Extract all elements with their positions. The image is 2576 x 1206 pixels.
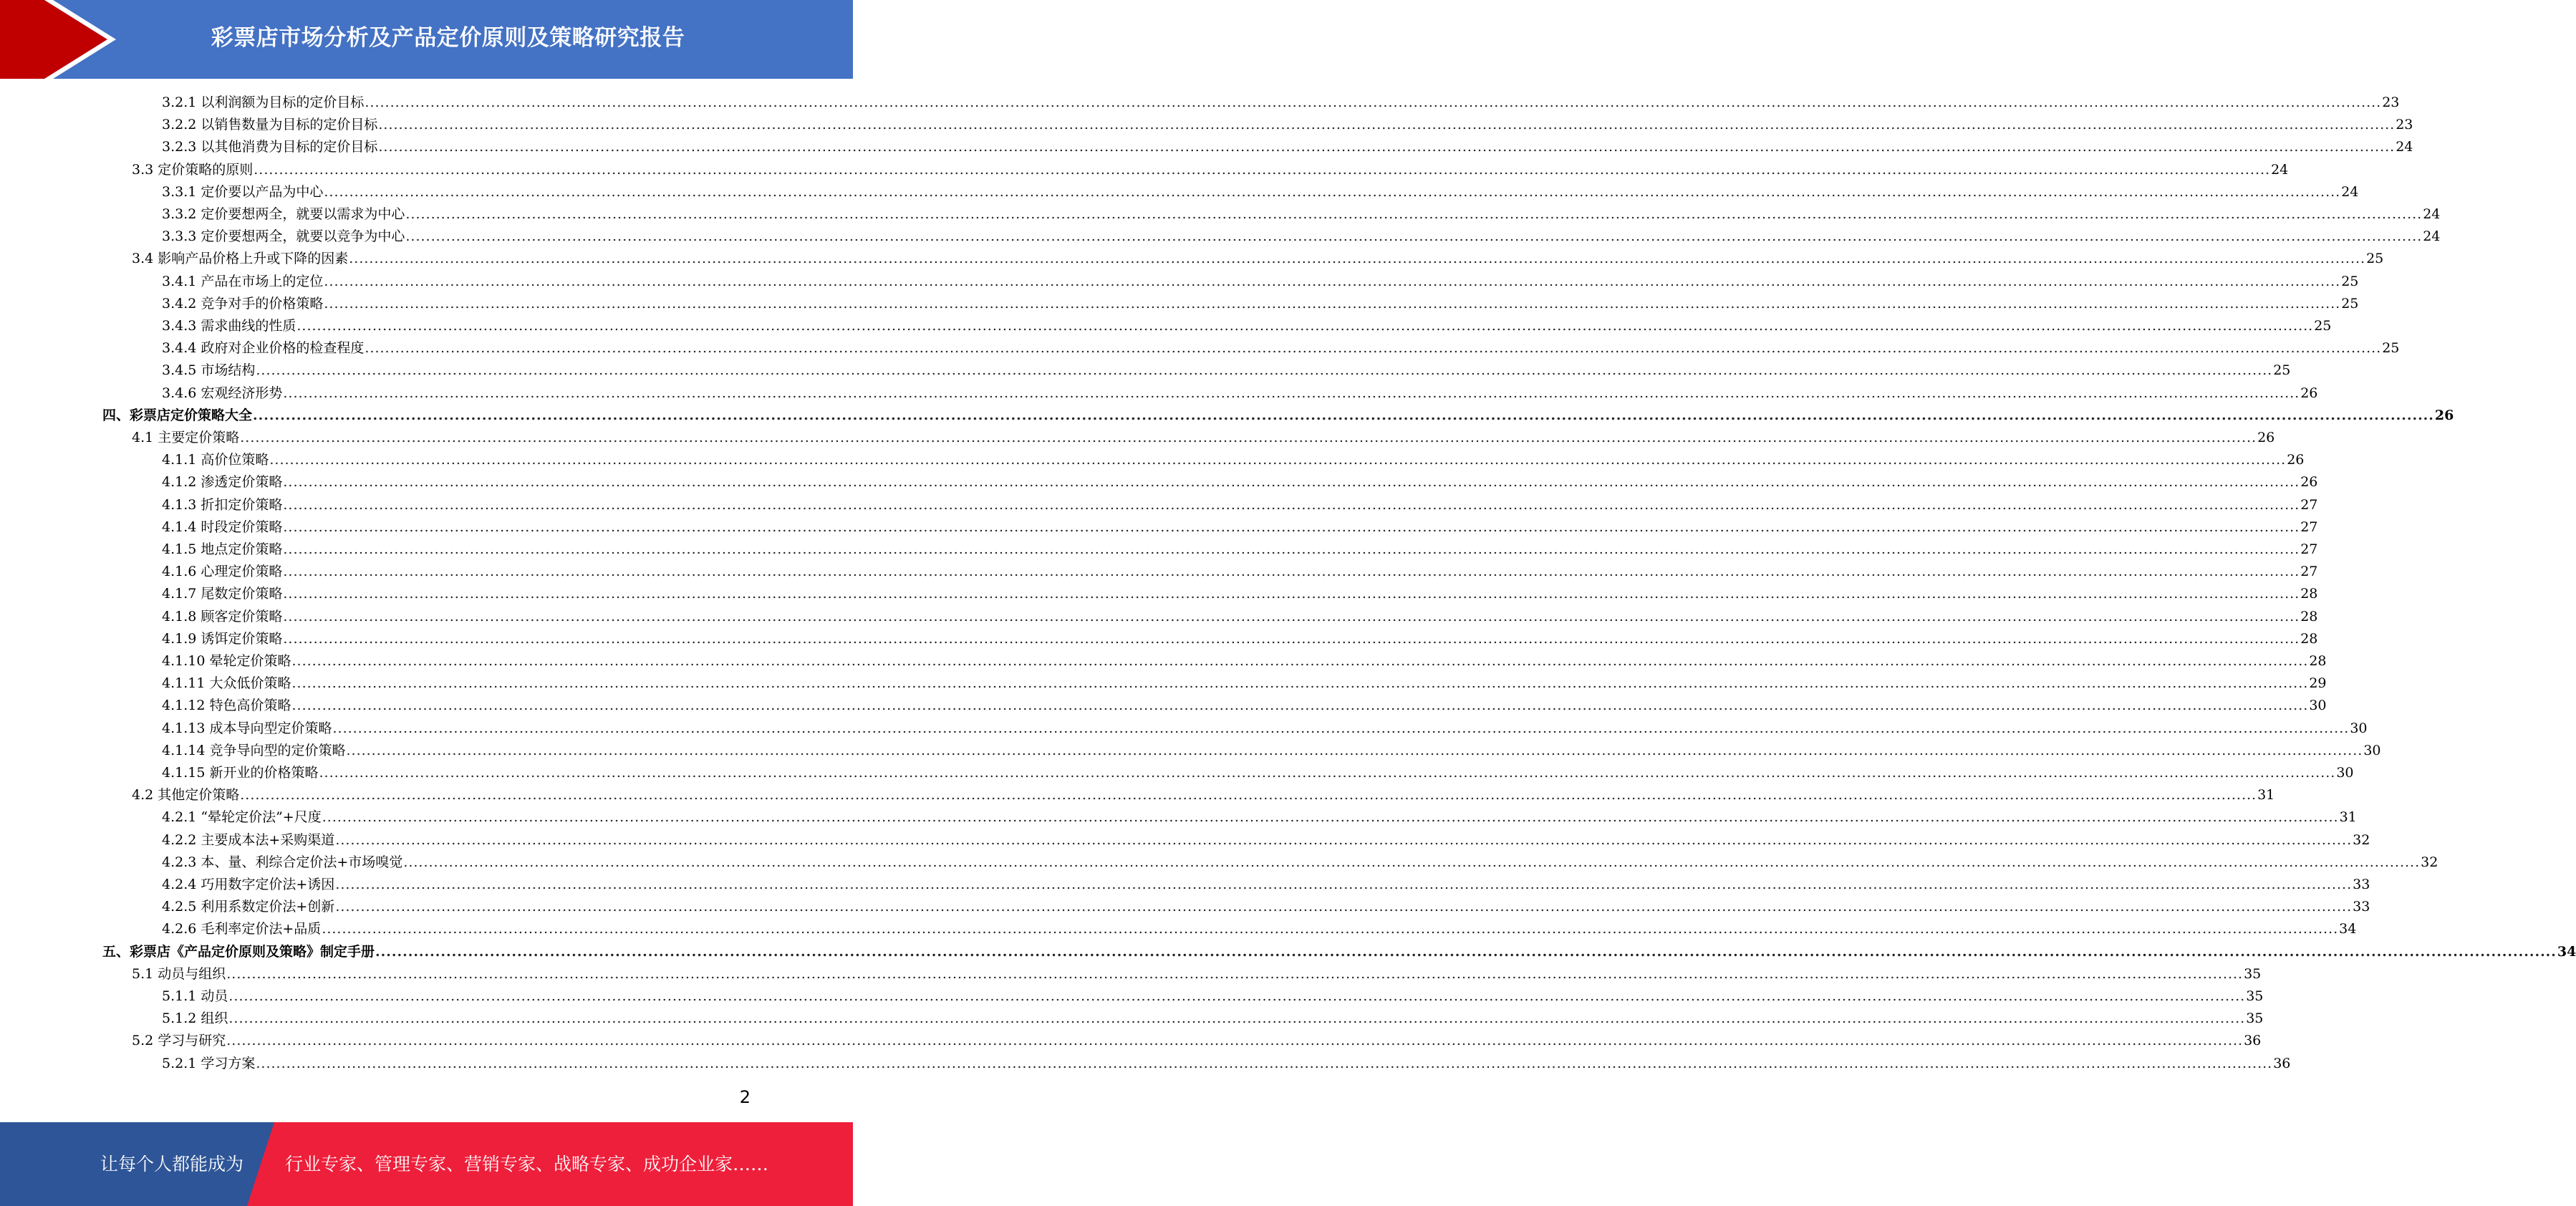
toc-entry-page: 27 — [2300, 541, 2318, 557]
toc-dot-leader: ................................................................................................................................................................................................................................................................................................................................................................................................................ — [335, 899, 2353, 915]
toc-entry[interactable] — [162, 852, 2438, 874]
toc-dot-leader: ................................................................................................................................................................................................................................................................................................................................................................................................................ — [405, 206, 2423, 222]
toc-entry-page: 23 — [2382, 95, 2400, 110]
toc-entry[interactable] — [162, 360, 2291, 382]
toc-entry[interactable] — [162, 271, 2359, 293]
toc-entry-page: 24 — [2423, 228, 2441, 245]
toc-entry-page: 30 — [2336, 765, 2354, 781]
toc-entry-label: 5.2.1 学习方案 — [162, 1055, 256, 1071]
toc-entry[interactable] — [162, 806, 2357, 829]
toc-dot-leader: ................................................................................................................................................................................................................................................................................................................................................................................................................ — [332, 720, 2350, 736]
toc-dot-leader: ................................................................................................................................................................................................................................................................................................................................................................................................................ — [283, 541, 2300, 557]
toc-entry-label: 3.3.1 定价要以产品为中心 — [162, 183, 324, 200]
toc-entry-page: 25 — [2382, 340, 2400, 357]
toc-entry-label: 3.3.2 定价要想两全，就要以需求为中心 — [162, 206, 405, 222]
toc-dot-leader: ................................................................................................................................................................................................................................................................................................................................................................................................................ — [269, 452, 2287, 468]
toc-entry-label: 4.2.3 本、量、利综合定价法+市场嗅觉 — [162, 854, 403, 870]
toc-entry[interactable] — [162, 829, 2370, 852]
toc-entry[interactable] — [162, 516, 2318, 539]
toc-dot-leader: ................................................................................................................................................................................................................................................................................................................................................................................................................ — [228, 988, 2246, 1004]
toc-dot-leader: ................................................................................................................................................................................................................................................................................................................................................................................................................ — [324, 273, 2341, 289]
toc-dot-leader: ................................................................................................................................................................................................................................................................................................................................................................................................................ — [322, 809, 2339, 826]
toc-entry-page: 24 — [2396, 139, 2413, 155]
toc-entry-label: 3.4.3 需求曲线的性质 — [162, 318, 296, 334]
toc-entry-page: 32 — [2421, 854, 2438, 870]
toc-dot-leader: ................................................................................................................................................................................................................................................................................................................................................................................................................ — [291, 653, 2309, 669]
toc-entry[interactable] — [162, 896, 2370, 918]
toc-entry-page: 26 — [2434, 407, 2454, 423]
toc-dot-leader: ................................................................................................................................................................................................................................................................................................................................................................................................................ — [256, 1055, 2273, 1071]
toc-entry[interactable] — [162, 1008, 2264, 1030]
toc-entry-label: 3.2.3 以其他消费为目标的定价目标 — [162, 139, 378, 155]
toc-entry-label: 4.1 主要定价策略 — [132, 430, 240, 445]
toc-entry-label: 3.4 影响产品价格上升或下降的因素 — [132, 251, 349, 267]
toc-entry-page: 32 — [2353, 831, 2370, 848]
toc-entry[interactable] — [162, 762, 2354, 784]
toc-entry-label: 五、彩票店《产品定价原则及策略》制定手册 — [102, 943, 375, 960]
toc-dot-leader: ................................................................................................................................................................................................................................................................................................................................................................................................................ — [283, 496, 2300, 513]
toc-entry-label: 5.2 学习与研究 — [132, 1033, 226, 1049]
toc-entry-label: 4.1.12 特色高价策略 — [162, 698, 291, 714]
toc-entry-label: 4.1.15 新开业的价格策略 — [162, 765, 319, 781]
toc-entry-label: 四、彩票店定价策略大全 — [102, 407, 253, 423]
toc-entry-label: 4.1.6 心理定价策略 — [162, 564, 283, 580]
toc-dot-leader: ................................................................................................................................................................................................................................................................................................................................................................................................................ — [228, 1010, 2246, 1027]
toc-entry[interactable] — [132, 427, 2275, 449]
toc-entry-page: 24 — [2341, 183, 2359, 200]
toc-entry[interactable] — [162, 718, 2368, 740]
toc-entry-label: 4.1.1 高价位策略 — [162, 452, 269, 468]
toc-entry-label: 4.2 其他定价策略 — [132, 787, 240, 804]
toc-entry-page: 28 — [2300, 586, 2318, 602]
toc-entry-page: 26 — [2257, 430, 2275, 445]
toc-entry-page: 24 — [2423, 206, 2441, 222]
toc-dot-leader: ................................................................................................................................................................................................................................................................................................................................................................................................................ — [365, 340, 2382, 357]
toc-entry-label: 4.1.13 成本导向型定价策略 — [162, 720, 332, 736]
toc-dot-leader: ................................................................................................................................................................................................................................................................................................................................................................................................................ — [254, 161, 2271, 178]
toc-entry-page: 30 — [2309, 698, 2327, 714]
toc-entry[interactable] — [162, 695, 2327, 717]
toc-dot-leader: ................................................................................................................................................................................................................................................................................................................................................................................................................ — [291, 698, 2309, 714]
page-header — [0, 0, 853, 79]
footer-slogan-left: 让每个人都能成为 — [100, 1154, 244, 1174]
toc-entry-label: 4.2.4 巧用数字定价法+诱因 — [162, 877, 335, 892]
toc-entry-page: 31 — [2339, 809, 2357, 826]
toc-entry-label: 3.4.6 宏观经济形势 — [162, 385, 283, 401]
toc-dot-leader: ................................................................................................................................................................................................................................................................................................................................................................................................................ — [335, 877, 2353, 892]
toc-dot-leader: ................................................................................................................................................................................................................................................................................................................................................................................................................ — [405, 228, 2423, 245]
toc-entry-label: 3.3.3 定价要想两全，就要以竞争为中心 — [162, 228, 405, 245]
toc-dot-leader: ................................................................................................................................................................................................................................................................................................................................................................................................................ — [283, 474, 2300, 491]
toc-dot-leader: ................................................................................................................................................................................................................................................................................................................................................................................................................ — [322, 921, 2339, 937]
toc-entry-label: 4.2.5 利用系数定价法+创新 — [162, 899, 335, 915]
toc-entry[interactable] — [132, 784, 2275, 806]
toc-dot-leader: ................................................................................................................................................................................................................................................................................................................................................................................................................ — [319, 765, 2336, 781]
toc-entry-label: 4.1.2 渗透定价策略 — [162, 474, 283, 491]
toc-entry[interactable] — [132, 159, 2289, 181]
toc-entry[interactable] — [102, 941, 2576, 963]
toc-entry[interactable] — [162, 337, 2400, 360]
toc-dot-leader: ................................................................................................................................................................................................................................................................................................................................................................................................................ — [324, 183, 2341, 200]
toc-entry-label: 4.1.14 竞争导向型的定价策略 — [162, 742, 346, 758]
toc-entry-label: 3.2.1 以利润额为目标的定价目标 — [162, 95, 365, 110]
toc-entry-page: 28 — [2309, 653, 2327, 669]
toc-entry[interactable] — [162, 672, 2327, 695]
toc-entry[interactable] — [162, 181, 2359, 203]
toc-dot-leader: ................................................................................................................................................................................................................................................................................................................................................................................................................ — [253, 407, 2434, 423]
toc-dot-leader: ................................................................................................................................................................................................................................................................................................................................................................................................................ — [283, 385, 2300, 401]
toc-dot-leader: ................................................................................................................................................................................................................................................................................................................................................................................................................ — [346, 742, 2363, 758]
toc-entry-label: 3.3 定价策略的原则 — [132, 161, 254, 178]
toc-entry-page: 35 — [2246, 1010, 2264, 1027]
toc-dot-leader: ................................................................................................................................................................................................................................................................................................................................................................................................................ — [240, 430, 2257, 445]
toc-entry-label: 3.4.2 竞争对手的价格策略 — [162, 295, 324, 312]
toc-entry-label: 3.4.4 政府对企业价格的检查程度 — [162, 340, 365, 357]
toc-dot-leader: ................................................................................................................................................................................................................................................................................................................................................................................................................ — [283, 608, 2300, 624]
toc-entry[interactable] — [162, 226, 2441, 248]
toc-entry-page: 35 — [2246, 988, 2264, 1004]
report-title: 彩票店市场分析及产品定价原则及策略研究报告 — [211, 25, 685, 51]
toc-entry-label: 4.1.7 尾数定价策略 — [162, 586, 283, 602]
toc-dot-leader: ................................................................................................................................................................................................................................................................................................................................................................................................................ — [283, 586, 2300, 602]
toc-entry[interactable] — [162, 92, 2400, 114]
toc-dot-leader: ................................................................................................................................................................................................................................................................................................................................................................................................................ — [403, 854, 2421, 870]
toc-dot-leader: ................................................................................................................................................................................................................................................................................................................................................................................................................ — [283, 564, 2300, 580]
toc-entry[interactable] — [162, 539, 2318, 561]
toc-entry-page: 33 — [2353, 899, 2370, 915]
toc-entry[interactable] — [162, 315, 2332, 337]
toc-entry[interactable] — [162, 583, 2318, 605]
toc-entry-page: 34 — [2339, 921, 2357, 937]
toc-entry-page: 27 — [2300, 564, 2318, 580]
toc-entry-label: 3.2.2 以销售数量为目标的定价目标 — [162, 117, 378, 133]
toc-entry[interactable] — [162, 985, 2264, 1008]
toc-entry[interactable] — [162, 114, 2413, 136]
toc-entry-page: 28 — [2300, 608, 2318, 624]
toc-entry-page: 27 — [2300, 518, 2318, 535]
toc-entry[interactable] — [132, 1030, 2262, 1052]
toc-entry-page: 26 — [2300, 385, 2318, 401]
toc-dot-leader: ................................................................................................................................................................................................................................................................................................................................................................................................................ — [226, 965, 2244, 982]
toc-dot-leader: ................................................................................................................................................................................................................................................................................................................................................................................................................ — [375, 943, 2557, 960]
toc-entry-page: 25 — [2341, 295, 2359, 312]
footer-slogan-right: 行业专家、管理专家、营销专家、战略专家、成功企业家…… — [285, 1154, 769, 1174]
toc-entry[interactable] — [162, 918, 2357, 940]
toc-entry-page: 26 — [2287, 452, 2305, 468]
toc-entry[interactable] — [162, 203, 2441, 226]
toc-entry-page: 30 — [2363, 742, 2381, 758]
toc-entry[interactable] — [162, 740, 2381, 762]
toc-entry-label: 4.1.4 时段定价策略 — [162, 518, 283, 535]
toc-entry-label: 4.1.10 晕轮定价策略 — [162, 653, 291, 669]
toc-entry[interactable] — [162, 494, 2318, 516]
toc-dot-leader: ................................................................................................................................................................................................................................................................................................................................................................................................................ — [283, 518, 2300, 535]
toc-entry-page: 28 — [2300, 630, 2318, 647]
toc-entry-label: 4.2.1 “晕轮定价法”+尺度 — [162, 809, 322, 826]
toc-entry[interactable] — [162, 874, 2370, 896]
toc-entry-page: 29 — [2309, 675, 2327, 692]
toc-entry-label: 4.2.2 主要成本法+采购渠道 — [162, 831, 335, 848]
toc-entry-page: 33 — [2353, 877, 2370, 892]
toc-entry-page: 25 — [2273, 362, 2291, 379]
toc-entry-page: 30 — [2350, 720, 2368, 736]
toc-entry[interactable] — [132, 248, 2384, 270]
toc-dot-leader: ................................................................................................................................................................................................................................................................................................................................................................................................................ — [291, 675, 2309, 692]
toc-dot-leader: ................................................................................................................................................................................................................................................................................................................................................................................................................ — [365, 95, 2382, 110]
toc-entry-label: 5.1.1 动员 — [162, 988, 228, 1004]
toc-dot-leader: ................................................................................................................................................................................................................................................................................................................................................................................................................ — [256, 362, 2273, 379]
toc-entry-page: 23 — [2396, 117, 2413, 133]
toc-entry[interactable] — [162, 1053, 2291, 1075]
toc-entry-page: 31 — [2257, 787, 2275, 804]
toc-entry-label: 4.2.6 毛利率定价法+品质 — [162, 921, 322, 937]
toc-entry-page: 35 — [2244, 965, 2262, 982]
toc-entry[interactable] — [132, 963, 2262, 985]
toc-entry-label: 4.1.8 顾客定价策略 — [162, 608, 283, 624]
toc-entry-label: 4.1.5 地点定价策略 — [162, 541, 283, 557]
toc-entry-label: 4.1.11 大众低价策略 — [162, 675, 291, 692]
toc-dot-leader: ................................................................................................................................................................................................................................................................................................................................................................................................................ — [324, 295, 2341, 312]
toc-dot-leader: ................................................................................................................................................................................................................................................................................................................................................................................................................ — [296, 318, 2314, 334]
toc-entry[interactable] — [162, 382, 2318, 405]
toc-dot-leader: ................................................................................................................................................................................................................................................................................................................................................................................................................ — [226, 1033, 2244, 1049]
toc-entry-label: 5.1.2 组织 — [162, 1010, 228, 1027]
toc-entry[interactable] — [162, 293, 2359, 315]
toc-entry-label: 4.1.9 诱饵定价策略 — [162, 630, 283, 647]
toc-entry-label: 4.1.3 折扣定价策略 — [162, 496, 283, 513]
toc-entry[interactable] — [162, 449, 2305, 471]
toc-entry[interactable] — [162, 561, 2318, 583]
toc-entry-label: 3.4.5 市场结构 — [162, 362, 256, 379]
toc-entry[interactable] — [162, 650, 2327, 672]
toc-entry-page: 25 — [2366, 251, 2384, 267]
toc-entry[interactable] — [162, 628, 2318, 650]
toc-entry-page: 27 — [2300, 496, 2318, 513]
toc-entry[interactable] — [162, 471, 2318, 493]
toc-entry-page: 34 — [2557, 943, 2576, 960]
page-footer — [0, 1122, 853, 1206]
toc-entry-page: 25 — [2314, 318, 2332, 334]
toc-entry-page: 26 — [2300, 474, 2318, 491]
toc-entry-page: 36 — [2273, 1055, 2291, 1071]
toc-entry-label: 5.1 动员与组织 — [132, 965, 226, 982]
toc-dot-leader: ................................................................................................................................................................................................................................................................................................................................................................................................................ — [335, 831, 2353, 848]
toc-entry[interactable] — [162, 136, 2413, 158]
toc-entry-page: 25 — [2341, 273, 2359, 289]
toc-dot-leader: ................................................................................................................................................................................................................................................................................................................................................................................................................ — [283, 630, 2300, 647]
toc-entry[interactable] — [162, 606, 2318, 628]
page-number: 2 — [739, 1087, 751, 1107]
toc-dot-leader: ................................................................................................................................................................................................................................................................................................................................................................................................................ — [378, 117, 2396, 133]
toc-entry-page: 24 — [2271, 161, 2289, 178]
toc-dot-leader: ................................................................................................................................................................................................................................................................................................................................................................................................................ — [349, 251, 2366, 267]
toc-entry-label: 3.4.1 产品在市场上的定位 — [162, 273, 324, 289]
toc-entry-page: 36 — [2244, 1033, 2262, 1049]
toc-dot-leader: ................................................................................................................................................................................................................................................................................................................................................................................................................ — [378, 139, 2396, 155]
toc-entry[interactable] — [102, 405, 2454, 427]
toc-dot-leader: ................................................................................................................................................................................................................................................................................................................................................................................................................ — [240, 787, 2257, 804]
